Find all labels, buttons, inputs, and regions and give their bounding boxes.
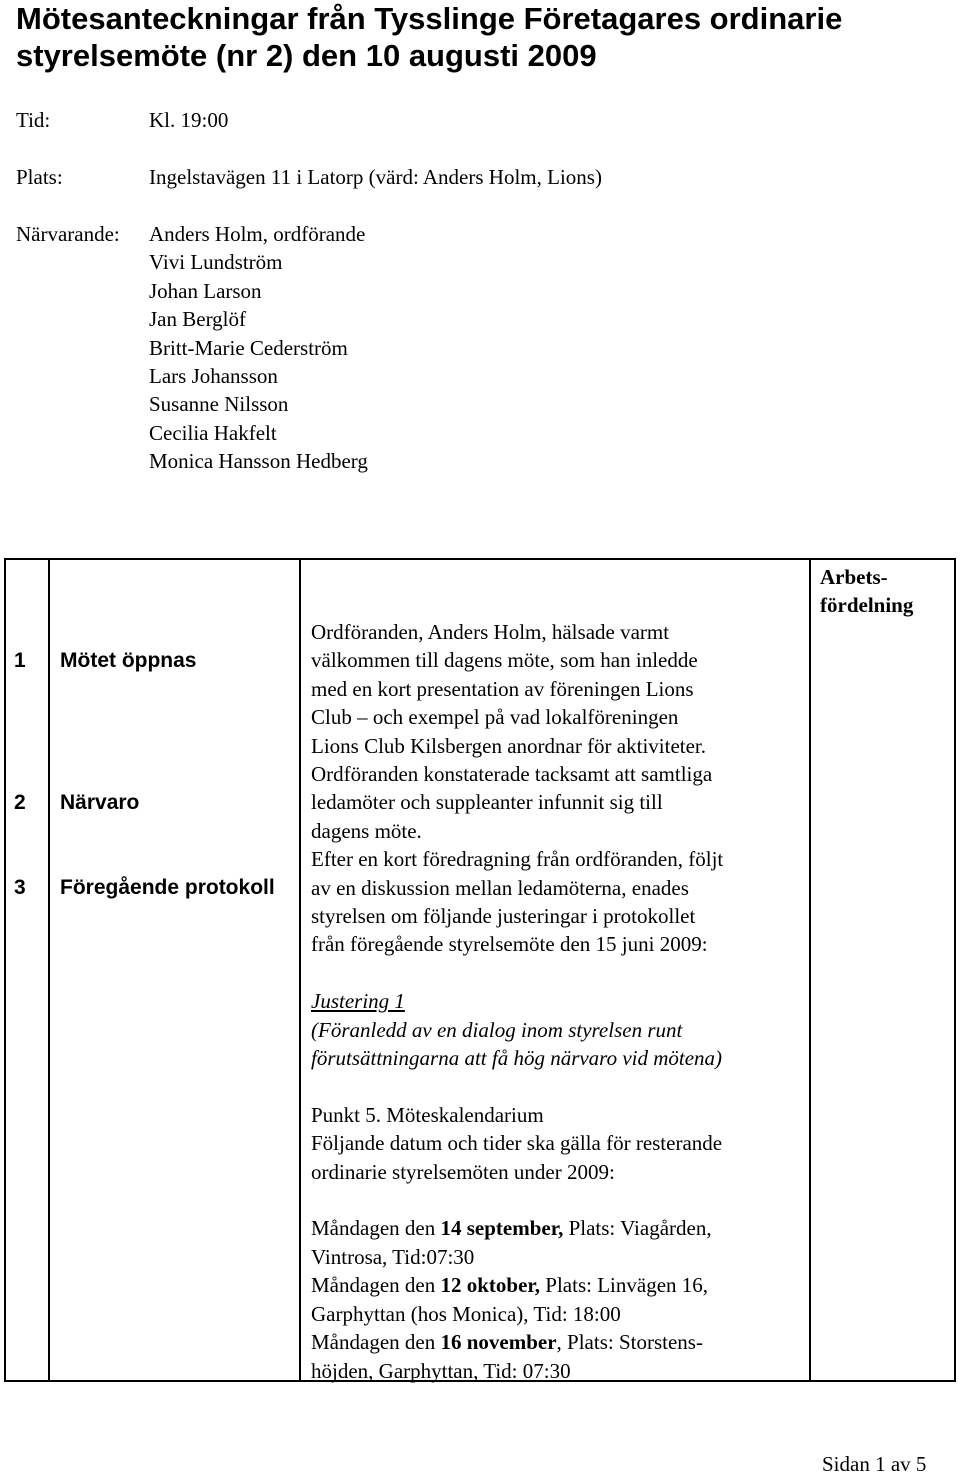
present-person: Susanne Nilsson [149, 392, 289, 417]
table-divider-1 [48, 558, 50, 1382]
item1-line: Club – och exempel på vad lokalföreningen [311, 705, 679, 730]
document-title: Mötesanteckningar från Tysslinge Företagares ordinarie styrelsemöte (nr 2) den 10 augusti 2009 [16, 1, 843, 73]
agenda-number: 3 [14, 876, 26, 899]
item1-line: Ordföranden, Anders Holm, hälsade varmt [311, 620, 670, 644]
time-value: Kl. 19:00 [149, 108, 229, 132]
present-person: Cecilia Hakfelt [149, 420, 277, 445]
table-border-right [954, 558, 956, 1382]
place-value: Ingelstavägen 11 i Latorp (värd: Anders Holm, Lions) [149, 165, 602, 189]
meeting-line: Måndagen den 16 november, Plats: Storstens- [311, 1330, 703, 1355]
present-label: Närvarande: [16, 222, 120, 246]
punkt-line: Punkt 5. Möteskalendarium [311, 1102, 544, 1127]
agenda-item-3 [14, 874, 275, 902]
agenda-title: Närvaro [60, 791, 140, 814]
present-person: Britt-Marie Cederström [149, 335, 348, 360]
punkt-line: ordinarie styrelsemöten under 2009: [311, 1159, 615, 1184]
item3-line: av en diskussion mellan ledamöterna, enades [311, 875, 689, 900]
item1-line: Lions Club Kilsbergen anordnar för aktiviteter. [311, 733, 707, 758]
time-label: Tid: [16, 108, 51, 132]
item3-line: styrelsen om följande justeringar i protokollet [311, 904, 696, 929]
page-number: Sidan 1 av 5 [822, 1452, 927, 1476]
item1-line: välkommen till dagens möte, som han inledde [311, 648, 698, 673]
table-border-top [4, 558, 956, 560]
table-border-left [4, 558, 6, 1382]
meeting-line: Måndagen den 14 september, Plats: Viagården, [311, 1216, 712, 1241]
meeting-line: Garphyttan (hos Monica), Tid: 18:00 [311, 1301, 621, 1326]
present-list [149, 220, 368, 476]
present-person: Jan Berglöf [149, 307, 247, 332]
table-divider-2 [299, 558, 301, 1382]
meeting-date: 14 september, [440, 1216, 564, 1241]
meeting-date: 12 oktober, [440, 1273, 541, 1298]
agenda-number: 1 [14, 649, 26, 672]
justering-title: Justering 1 [311, 989, 405, 1014]
agenda-title: Mötet öppnas [60, 649, 197, 672]
column-header-arbetsfordelning: Arbets- fördelning [820, 565, 914, 617]
present-person: Johan Larson [149, 278, 262, 303]
justering-line: förutsättningarna att få hög närvaro vid mötena) [311, 1046, 723, 1071]
agenda-number: 2 [14, 791, 26, 814]
item3-line: från föregående styrelsemöte den 15 juni 2009: [311, 932, 708, 957]
item2-line: ledamöter och suppleanter infunnit sig till [311, 790, 663, 815]
present-person: Anders Holm, ordförande [149, 222, 366, 246]
item1-line: med en kort presentation av föreningen Lions [311, 676, 694, 701]
present-person: Vivi Lundström [149, 250, 283, 275]
item2-line: Ordföranden konstaterade tacksamt att samtliga [311, 762, 713, 787]
meeting-line: höjden, Garphyttan, Tid: 07:30 [311, 1358, 571, 1383]
meeting-line: Vintrosa, Tid:07:30 [311, 1244, 475, 1269]
agenda-item-2 [14, 789, 139, 817]
item3-line: Efter en kort föredragning från ordföranden, följt [311, 847, 724, 872]
meeting-date: 16 november [440, 1330, 557, 1355]
minutes-content [311, 618, 801, 1385]
place-label: Plats: [16, 165, 63, 189]
meeting-line: Måndagen den 12 oktober, Plats: Linvägen 16, [311, 1273, 709, 1298]
present-person: Lars Johansson [149, 364, 278, 389]
punkt-line: Följande datum och tider ska gälla för resterande [311, 1131, 723, 1156]
table-divider-3 [809, 558, 811, 1382]
agenda-item-1 [14, 647, 197, 675]
justering-line: (Föranledd av en dialog inom styrelsen runt [311, 1017, 683, 1042]
present-person: Monica Hansson Hedberg [149, 449, 368, 474]
item2-line: dagens möte. [311, 818, 422, 843]
agenda-title: Föregående protokoll [60, 876, 275, 899]
